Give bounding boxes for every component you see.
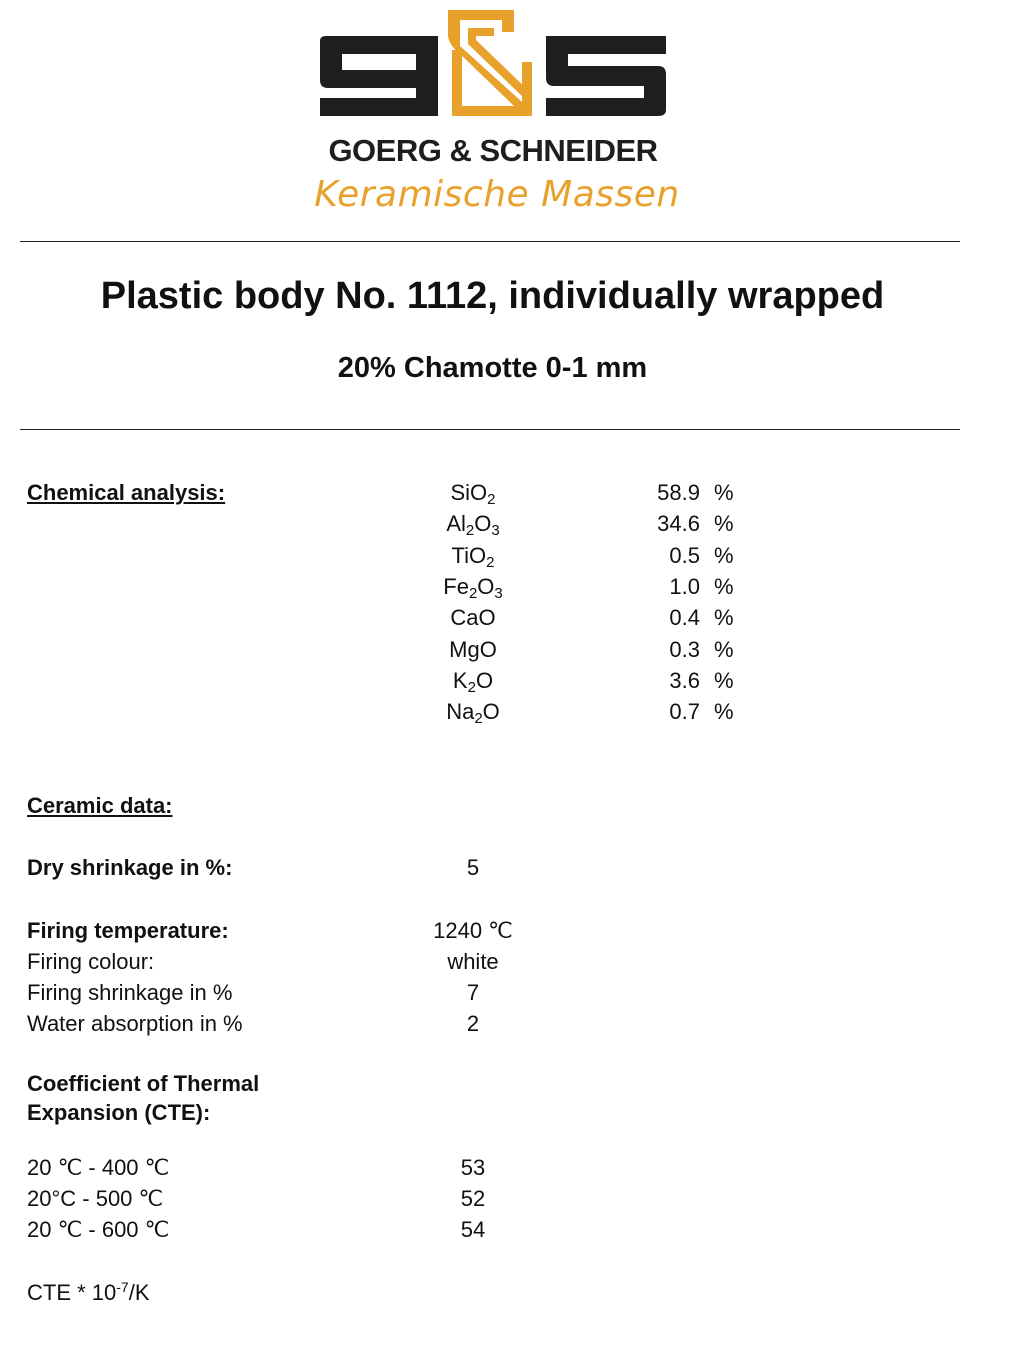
ceramic-data-heading: Ceramic data: [27,793,173,818]
chemical-row [0,668,1025,696]
formula-subscript: 3 [491,522,500,540]
cte-row [0,1217,1025,1245]
chemical-row [0,543,1025,571]
company-tagline: Keramische Massen [314,174,680,215]
formula-part: MgO [449,636,497,662]
formula-part: Fe [443,573,469,599]
chemical-unit: % [714,636,734,662]
formula-part: Al [446,511,466,537]
cte-unit-suffix: /K [128,1280,150,1305]
chemical-row [0,637,1025,665]
chemical-formula [392,637,554,663]
formula-part: O [475,667,494,693]
formula-part: O [477,573,495,599]
chemical-row [0,699,1025,727]
chemical-formula [392,574,554,600]
formula-part: O [482,699,500,725]
cte-value: 53 [460,1155,486,1180]
cte-value: 52 [460,1186,486,1211]
firing-shrinkage-label: Firing shrinkage in % [27,980,233,1005]
formula-part: K [452,667,468,693]
chemical-formula [392,605,554,631]
formula-subscript: 2 [487,491,496,508]
firing-colour-value: white [447,949,499,974]
chemical-value: 58.9 [657,480,700,505]
divider-bottom [20,429,960,430]
chemical-row [0,480,1025,508]
cte-unit [27,1280,150,1306]
cte-value: 54 [460,1217,486,1242]
formula-part: TiO [451,542,487,568]
formula-subscript: 2 [465,522,475,540]
formula-subscript: 3 [494,584,503,602]
chemical-formula [392,699,554,728]
formula-part: O [474,511,492,537]
chemical-formula [392,543,554,569]
chemical-unit: % [714,480,734,505]
chemical-value: 3.6 [669,667,700,693]
formula-part: Na [446,699,475,725]
chemical-formula [392,511,554,540]
chemical-unit: % [714,667,734,693]
dry-shrinkage-value: 5 [466,855,480,880]
chemical-unit: % [714,699,734,725]
chemical-formula [392,668,554,694]
page-title: Plastic body No. 1112, individually wrapped [100,275,885,317]
formula-subscript: 2 [467,678,476,696]
chemical-value: 0.5 [669,542,700,568]
formula-part: CaO [450,605,496,631]
chemical-value: 0.4 [669,605,700,631]
formula-subscript: 2 [468,584,478,602]
chemical-row [0,605,1025,633]
firing-temperature-value: 1240 ℃ [433,918,513,943]
cte-unit-exponent: -7 [116,1279,129,1295]
formula-subscript: 2 [486,553,495,571]
cte-range-label: 20°C - 500 ℃ [27,1186,164,1211]
cte-row [0,1155,1025,1183]
chemical-row [0,574,1025,602]
chemical-value: 1.0 [669,573,700,599]
chemical-row [0,511,1025,539]
cte-row [0,1186,1025,1214]
chemical-value: 34.6 [657,511,700,537]
water-absorption-value: 2 [466,1011,480,1036]
chemical-value: 0.3 [669,636,700,662]
chemical-unit: % [714,511,734,537]
dry-shrinkage-label: Dry shrinkage in %: [27,855,233,880]
chemical-analysis-heading: Chemical analysis: [27,480,226,505]
cte-heading-line1: Coefficient of Thermal [27,1071,260,1096]
company-logo [314,6,728,216]
firing-shrinkage-value: 7 [466,980,480,1005]
formula-part: SiO [450,480,488,505]
divider-top [20,241,960,242]
gs-monogram-icon [318,6,728,131]
cte-range-label: 20 ℃ - 400 ℃ [27,1155,170,1180]
cte-heading-line2: Expansion (CTE): [27,1100,211,1125]
firing-temperature-label: Firing temperature: [27,918,229,943]
chemical-formula [392,480,554,506]
page-subtitle: 20% Chamotte 0-1 mm [337,352,648,384]
company-name: GOERG & SCHNEIDER [328,133,658,168]
chemical-unit: % [714,605,734,631]
water-absorption-label: Water absorption in % [27,1011,243,1036]
cte-range-label: 20 ℃ - 600 ℃ [27,1217,170,1242]
chemical-value: 0.7 [669,699,700,725]
cte-unit-prefix: CTE * 10 [27,1280,117,1305]
firing-colour-label: Firing colour: [27,949,155,974]
formula-subscript: 2 [474,710,483,728]
chemical-unit: % [714,542,734,568]
chemical-unit: % [714,573,734,599]
